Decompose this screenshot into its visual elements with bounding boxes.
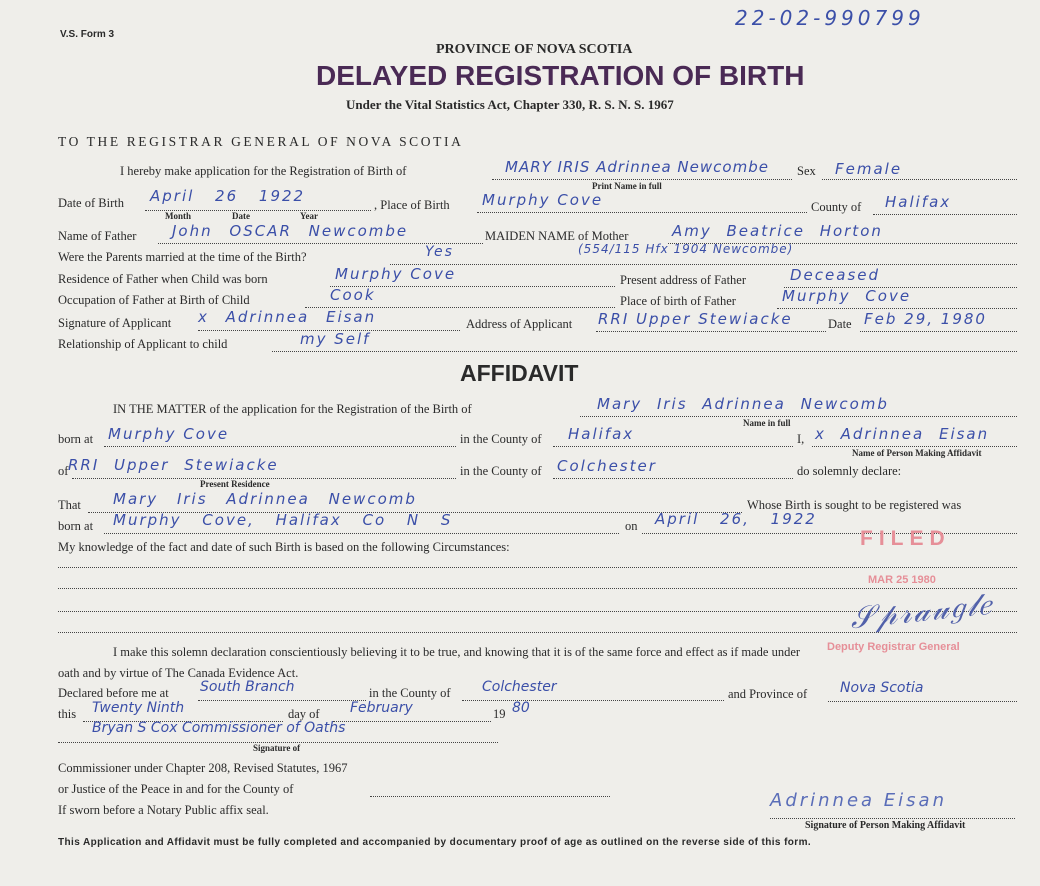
year-value: 80	[512, 700, 530, 716]
father-occupation-value: Cook	[330, 286, 376, 304]
applicant-signature-value: x Adrinnea Eisan	[198, 308, 377, 326]
relationship-value: my Self	[300, 330, 371, 348]
on-date-value: April 26, 1922	[655, 510, 817, 528]
matter-text: IN THE MATTER of the application for the Registration of the Birth of	[113, 402, 472, 416]
place-of-birth-label: , Place of Birth	[374, 198, 450, 212]
born-at-2-value: Murphy Cove, Halifax Co N S	[113, 511, 453, 529]
residence-county-label: in the County of	[460, 464, 542, 478]
present-residence-note: Present Residence	[200, 479, 270, 489]
father-residence-value: Murphy Cove	[335, 265, 457, 283]
father-occupation-label: Occupation of Father at Birth of Child	[58, 293, 250, 307]
father-name-value: John OSCAR Newcombe	[172, 222, 409, 240]
dob-label: Date of Birth	[58, 196, 124, 210]
declared-label: Declared before me at	[58, 686, 169, 700]
year-prefix: 19	[493, 707, 506, 721]
deputy-registrar-label: Deputy Registrar General	[827, 641, 960, 653]
footer-note: This Application and Affidavit must be fully completed and accompanied by documentary proof of age as outlined on the reverse side of this form.	[58, 837, 812, 848]
declaration-line-1: I make this solemn declaration conscientiously believing it to be true, and knowing that it is of the same force and effect as if made under	[113, 645, 801, 659]
county-label: County of	[811, 200, 862, 214]
father-address-value: Deceased	[790, 266, 881, 284]
applicant-signature-label: Signature of Applicant	[58, 316, 172, 330]
declared-place-value: South Branch	[200, 679, 295, 695]
day-value: Twenty Ninth	[92, 700, 185, 716]
commissioner-signature: Bryan S Cox Commissioner of Oaths	[92, 720, 346, 736]
declared-county-value: Colchester	[482, 679, 557, 695]
to-registrar-line: TO THE REGISTRAR GENERAL OF NOVA SCOTIA	[58, 134, 464, 149]
solemnly-declare-text: do solemnly declare:	[797, 464, 902, 478]
that-label: That	[58, 498, 81, 512]
of-label: of	[58, 464, 69, 478]
affidavit-heading: AFFIDAVIT	[460, 360, 579, 386]
affiant-name-note: Name of Person Making Affidavit	[852, 448, 982, 458]
born-at-value: Murphy Cove	[108, 425, 230, 443]
affiant-name-value: x Adrinnea Eisan	[815, 425, 990, 443]
whose-birth-text: Whose Birth is sought to be registered was	[747, 498, 962, 512]
marriage-registration-note: (554/115 Hfx 1904 Newcombe)	[578, 242, 794, 256]
notary-text: If sworn before a Notary Public affix seal.	[58, 803, 269, 817]
application-date-value: Feb 29, 1980	[864, 310, 987, 328]
child-name-value: MARY IRIS Adrinnea Newcombe	[505, 158, 769, 176]
matter-name-value: Mary Iris Adrinnea Newcomb	[597, 395, 889, 413]
affiant-signature-label: Signature of Person Making Affidavit	[805, 820, 966, 831]
province-label: and Province of	[728, 687, 808, 701]
file-number: 22-02-990799	[735, 6, 925, 30]
province-value: Nova Scotia	[840, 680, 924, 696]
filed-date-stamp: MAR 25 1980	[868, 574, 936, 586]
applicant-address-value: RRI Upper Stewiacke	[598, 310, 793, 328]
page-title: DELAYED REGISTRATION OF BIRTH	[316, 60, 805, 91]
affiant-signature: Adrinnea Eisan	[770, 790, 947, 811]
month-label: Month	[165, 211, 192, 221]
commissioner-text: Commissioner under Chapter 208, Revised Statutes, 1967	[58, 761, 348, 775]
born-county-value: Halifax	[568, 425, 635, 443]
county-value: Halifax	[885, 193, 952, 211]
relationship-label: Relationship of Applicant to child	[58, 337, 228, 351]
mother-name-label: MAIDEN NAME of Mother	[485, 229, 629, 243]
that-name-value: Mary Iris Adrinnea Newcomb	[113, 490, 417, 508]
this-label: this	[58, 707, 77, 721]
place-of-birth-value: Murphy Cove	[482, 191, 604, 209]
father-name-label: Name of Father	[58, 229, 137, 243]
parents-married-value: Yes	[425, 244, 454, 260]
born-at-label: born at	[58, 432, 94, 446]
declared-county-label: in the County of	[369, 686, 451, 700]
deputy-signature-icon: 𝒮𝓅𝓇𝒶𝓊𝑔𝓁𝑒	[848, 586, 995, 637]
page-subtitle: Under the Vital Statistics Act, Chapter 330, R. S. N. S. 1967	[346, 97, 674, 112]
on-label: on	[625, 519, 638, 533]
print-name-note: Print Name in full	[592, 181, 662, 191]
born-county-label: in the County of	[460, 432, 542, 446]
mother-name-value: Amy Beatrice Horton	[672, 222, 883, 240]
sex-label: Sex	[797, 164, 816, 178]
application-date-label: Date	[828, 317, 852, 331]
form-number: V.S. Form 3	[60, 29, 115, 40]
province-heading: PROVINCE OF NOVA SCOTIA	[436, 42, 633, 57]
day-of-label: day of	[288, 707, 320, 721]
residence-county-value: Colchester	[557, 457, 657, 475]
month-value: February	[350, 700, 413, 716]
father-residence-label: Residence of Father when Child was born	[58, 272, 268, 286]
father-birthplace-label: Place of birth of Father	[620, 294, 736, 308]
year-label: Year	[300, 211, 318, 221]
name-in-full-note: Name in full	[743, 418, 791, 428]
date-label: Date	[232, 211, 250, 221]
dob-value: April 26 1922	[150, 187, 306, 205]
sex-value: Female	[835, 160, 903, 178]
justice-text: or Justice of the Peace in and for the County of	[58, 782, 294, 796]
applicant-address-label: Address of Applicant	[466, 317, 573, 331]
father-address-label: Present address of Father	[620, 273, 747, 287]
application-intro: I hereby make application for the Registration of Birth of	[120, 164, 407, 178]
affiant-i-label: I,	[797, 432, 805, 446]
knowledge-text: My knowledge of the fact and date of such Birth is based on the following Circumstances:	[58, 540, 510, 554]
father-birthplace-value: Murphy Cove	[782, 287, 912, 305]
declaration-line-2: oath and by virtue of The Canada Evidence Act.	[58, 666, 299, 680]
born-at-2-label: born at	[58, 519, 94, 533]
parents-married-label: Were the Parents married at the time of the Birth?	[58, 250, 307, 264]
affiant-residence-value: RRI Upper Stewiacke	[68, 456, 279, 474]
filed-stamp: FILED	[860, 527, 951, 550]
signature-of-label: Signature of	[253, 743, 301, 753]
